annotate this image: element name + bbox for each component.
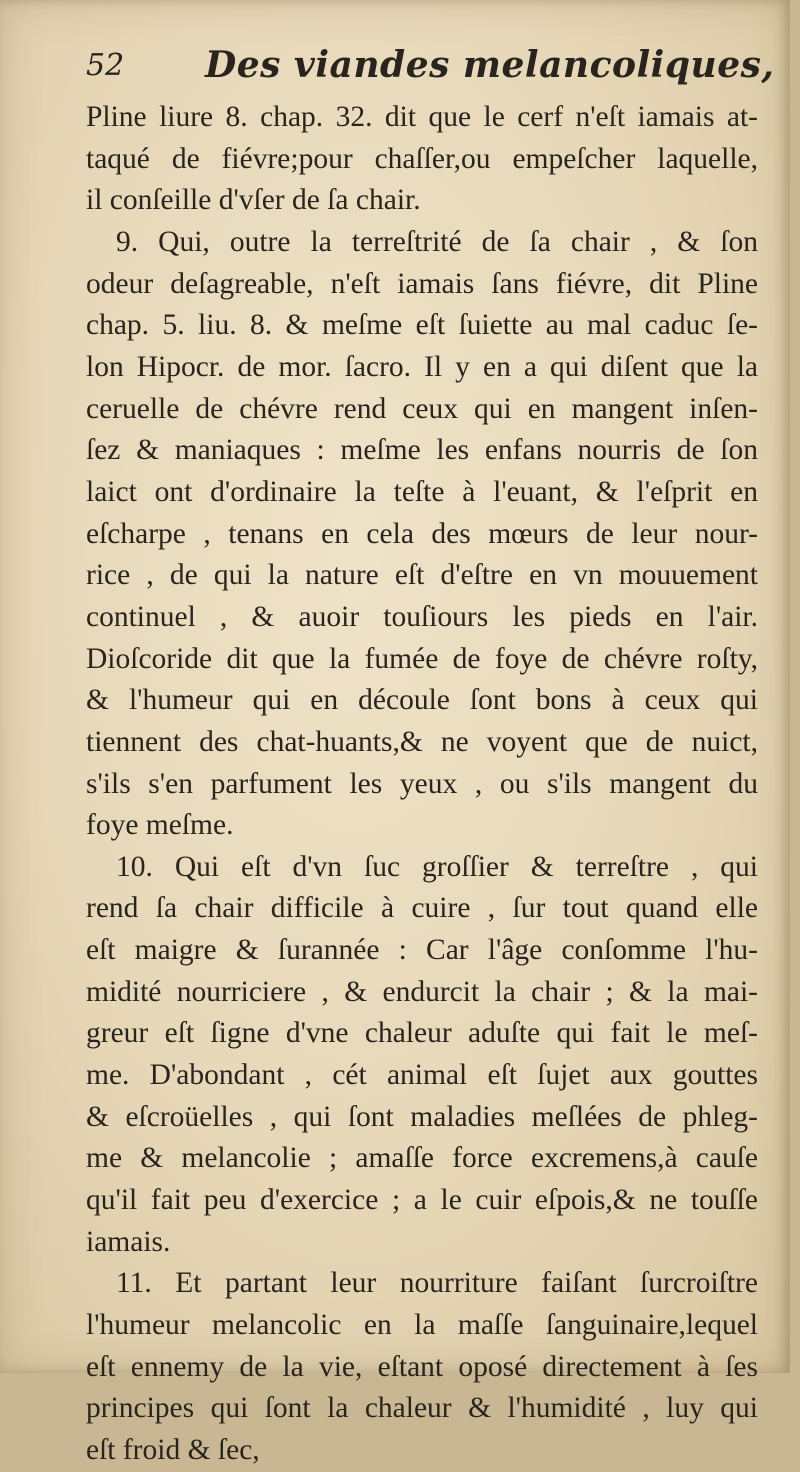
text-line: 10. Qui eſt d'vn ſuc groſſier & terreſtre , qui <box>116 850 758 883</box>
text-line: qu'il fait peu d'exercice ; a le cuir eſpois,& ne touſſe <box>86 1184 758 1217</box>
text-line: ſez & maniaques : meſme les enfans nourris de ſon <box>86 434 758 467</box>
text-line: principes qui ſont la chaleur & l'humidité , luy qui <box>86 1392 758 1425</box>
text-line: Pline liure 8. chap. 32. dit que le cerf n'eſt iamais at- <box>86 101 758 133</box>
text-line: & l'humeur qui en découle ſont bons à ceux qui <box>86 684 758 717</box>
text-line: eſcharpe , tenans en cela des mœurs de leur nour- <box>86 517 758 550</box>
text-line: foye meſme. <box>86 809 234 842</box>
text-line: l'humeur melancolic en la maſſe ſanguinaire,lequel <box>86 1309 758 1342</box>
text-line: taqué de fiévre;pour chaſſer,ou empeſcher laquelle, <box>86 142 758 175</box>
page-number: 52 <box>86 48 125 83</box>
text-line: eſt froid & ſec, <box>86 1434 260 1466</box>
text-line: il conſeille d'vſer de ſa chair. <box>86 184 421 217</box>
text-line: eſt ennemy de la vie, eſtant oposé directement à ſes <box>86 1350 758 1383</box>
text-line: 9. Qui, outre la terreſtrité de ſa chair , & ſon <box>116 225 758 258</box>
text-line: s'ils s'en parfument les yeux , ou s'ils mangent du <box>86 767 758 800</box>
text-line: iamais. <box>86 1225 171 1258</box>
body-text <box>86 97 758 1472</box>
text-line: rice , de qui la nature eſt d'eſtre en vn mouuement <box>86 559 758 592</box>
text-line: tiennent des chat-huants,& ne voyent que de nuict, <box>86 725 758 758</box>
text-line: chap. 5. liu. 8. & meſme eſt ſuiette au mal caduc ſe- <box>86 309 758 342</box>
text-line: eſt maigre & ſurannée : Car l'âge conſomme l'hu- <box>86 934 758 967</box>
running-title: Des viandes melancoliques, <box>205 44 775 86</box>
text-line: greur eſt ſigne d'vne chaleur aduſte qui fait le meſ- <box>86 1017 758 1050</box>
text-line: rend ſa chair difficile à cuire , ſur tout quand elle <box>86 892 758 925</box>
text-line: & eſcroüelles , qui ſont maladies meſlées de phleg- <box>86 1100 758 1133</box>
text-line: 11. Et partant leur nourriture faiſant ſurcroiſtre <box>116 1267 758 1300</box>
text-line: me & melancolie ; amaſſe force excremens,à cauſe <box>86 1142 758 1175</box>
text-line: ceruelle de chévre rend ceux qui en mangent inſen- <box>86 392 758 425</box>
text-line: lon Hipocr. de mor. ſacro. Il y en a qui diſent que la <box>86 350 758 383</box>
text-line: Dioſcoride dit que la fumée de foye de chévre roſty, <box>86 642 758 675</box>
text-line: me. D'abondant , cét animal eſt ſujet aux gouttes <box>86 1059 758 1092</box>
text-line: laict ont d'ordinaire la teſte à l'euant, & l'eſprit en <box>86 475 758 508</box>
text-line: midité nourriciere , & endurcit la chair ; & la mai- <box>86 975 758 1008</box>
text-line: odeur deſagreable, n'eſt iamais ſans fiévre, dit Pline <box>86 267 758 300</box>
text-line: continuel , & auoir touſiours les pieds en l'air. <box>86 600 758 633</box>
